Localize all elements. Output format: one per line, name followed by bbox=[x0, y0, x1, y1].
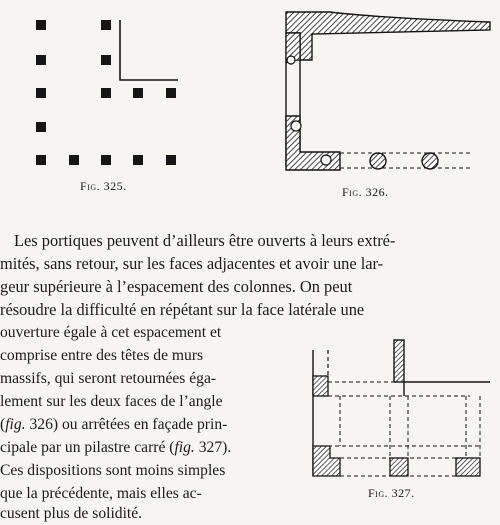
text-fragment: ( bbox=[0, 416, 6, 433]
fig-327-wall bbox=[394, 340, 404, 382]
fig-327-pilaster-1 bbox=[390, 458, 408, 476]
text-line: geur supérieure à l’espacement des colonnes. On peut bbox=[0, 277, 353, 296]
text-line: Ces dispositions sont moins simples bbox=[0, 462, 226, 479]
text-fragment: 326) ou arrêtées en façade prin- bbox=[25, 416, 228, 433]
text-line: ouverture égale à cet espacement et bbox=[0, 324, 222, 341]
text-fragment: 327). bbox=[194, 439, 232, 456]
text-line: cusent plus de solidité. bbox=[0, 505, 143, 522]
fig-reference: fig. bbox=[174, 439, 195, 456]
fig-327-pilaster-2 bbox=[456, 458, 480, 476]
fig-327-corner-pilaster bbox=[313, 446, 340, 476]
text-line bbox=[0, 436, 231, 459]
text-line: résoudre la difficulté en répétant sur la face latérale une bbox=[0, 300, 365, 319]
text-line: que la précédente, mais elles ac- bbox=[0, 485, 202, 502]
text-line: massifs, qui seront retournées éga- bbox=[0, 370, 217, 387]
text-fragment: cipale par un pilastre carré ( bbox=[0, 439, 175, 456]
text-line: mités, sans retour, sur les faces adjacentes et avoir une lar- bbox=[0, 254, 384, 273]
fig-325-caption: Fig. 325. bbox=[80, 179, 127, 193]
fig-327-caption: Fig. 327. bbox=[368, 486, 415, 500]
fig-326-caption: Fig. 326. bbox=[342, 185, 389, 199]
text-line bbox=[0, 413, 227, 436]
text-line: comprise entre des têtes de murs bbox=[0, 347, 204, 364]
fig-327-pier-top bbox=[313, 376, 328, 396]
fig-reference: fig. bbox=[5, 416, 26, 433]
text-line: lement sur les deux faces de l’angle bbox=[0, 393, 223, 410]
text-line: Les portiques peuvent d’ailleurs être ouverts à leurs extré- bbox=[14, 231, 396, 250]
